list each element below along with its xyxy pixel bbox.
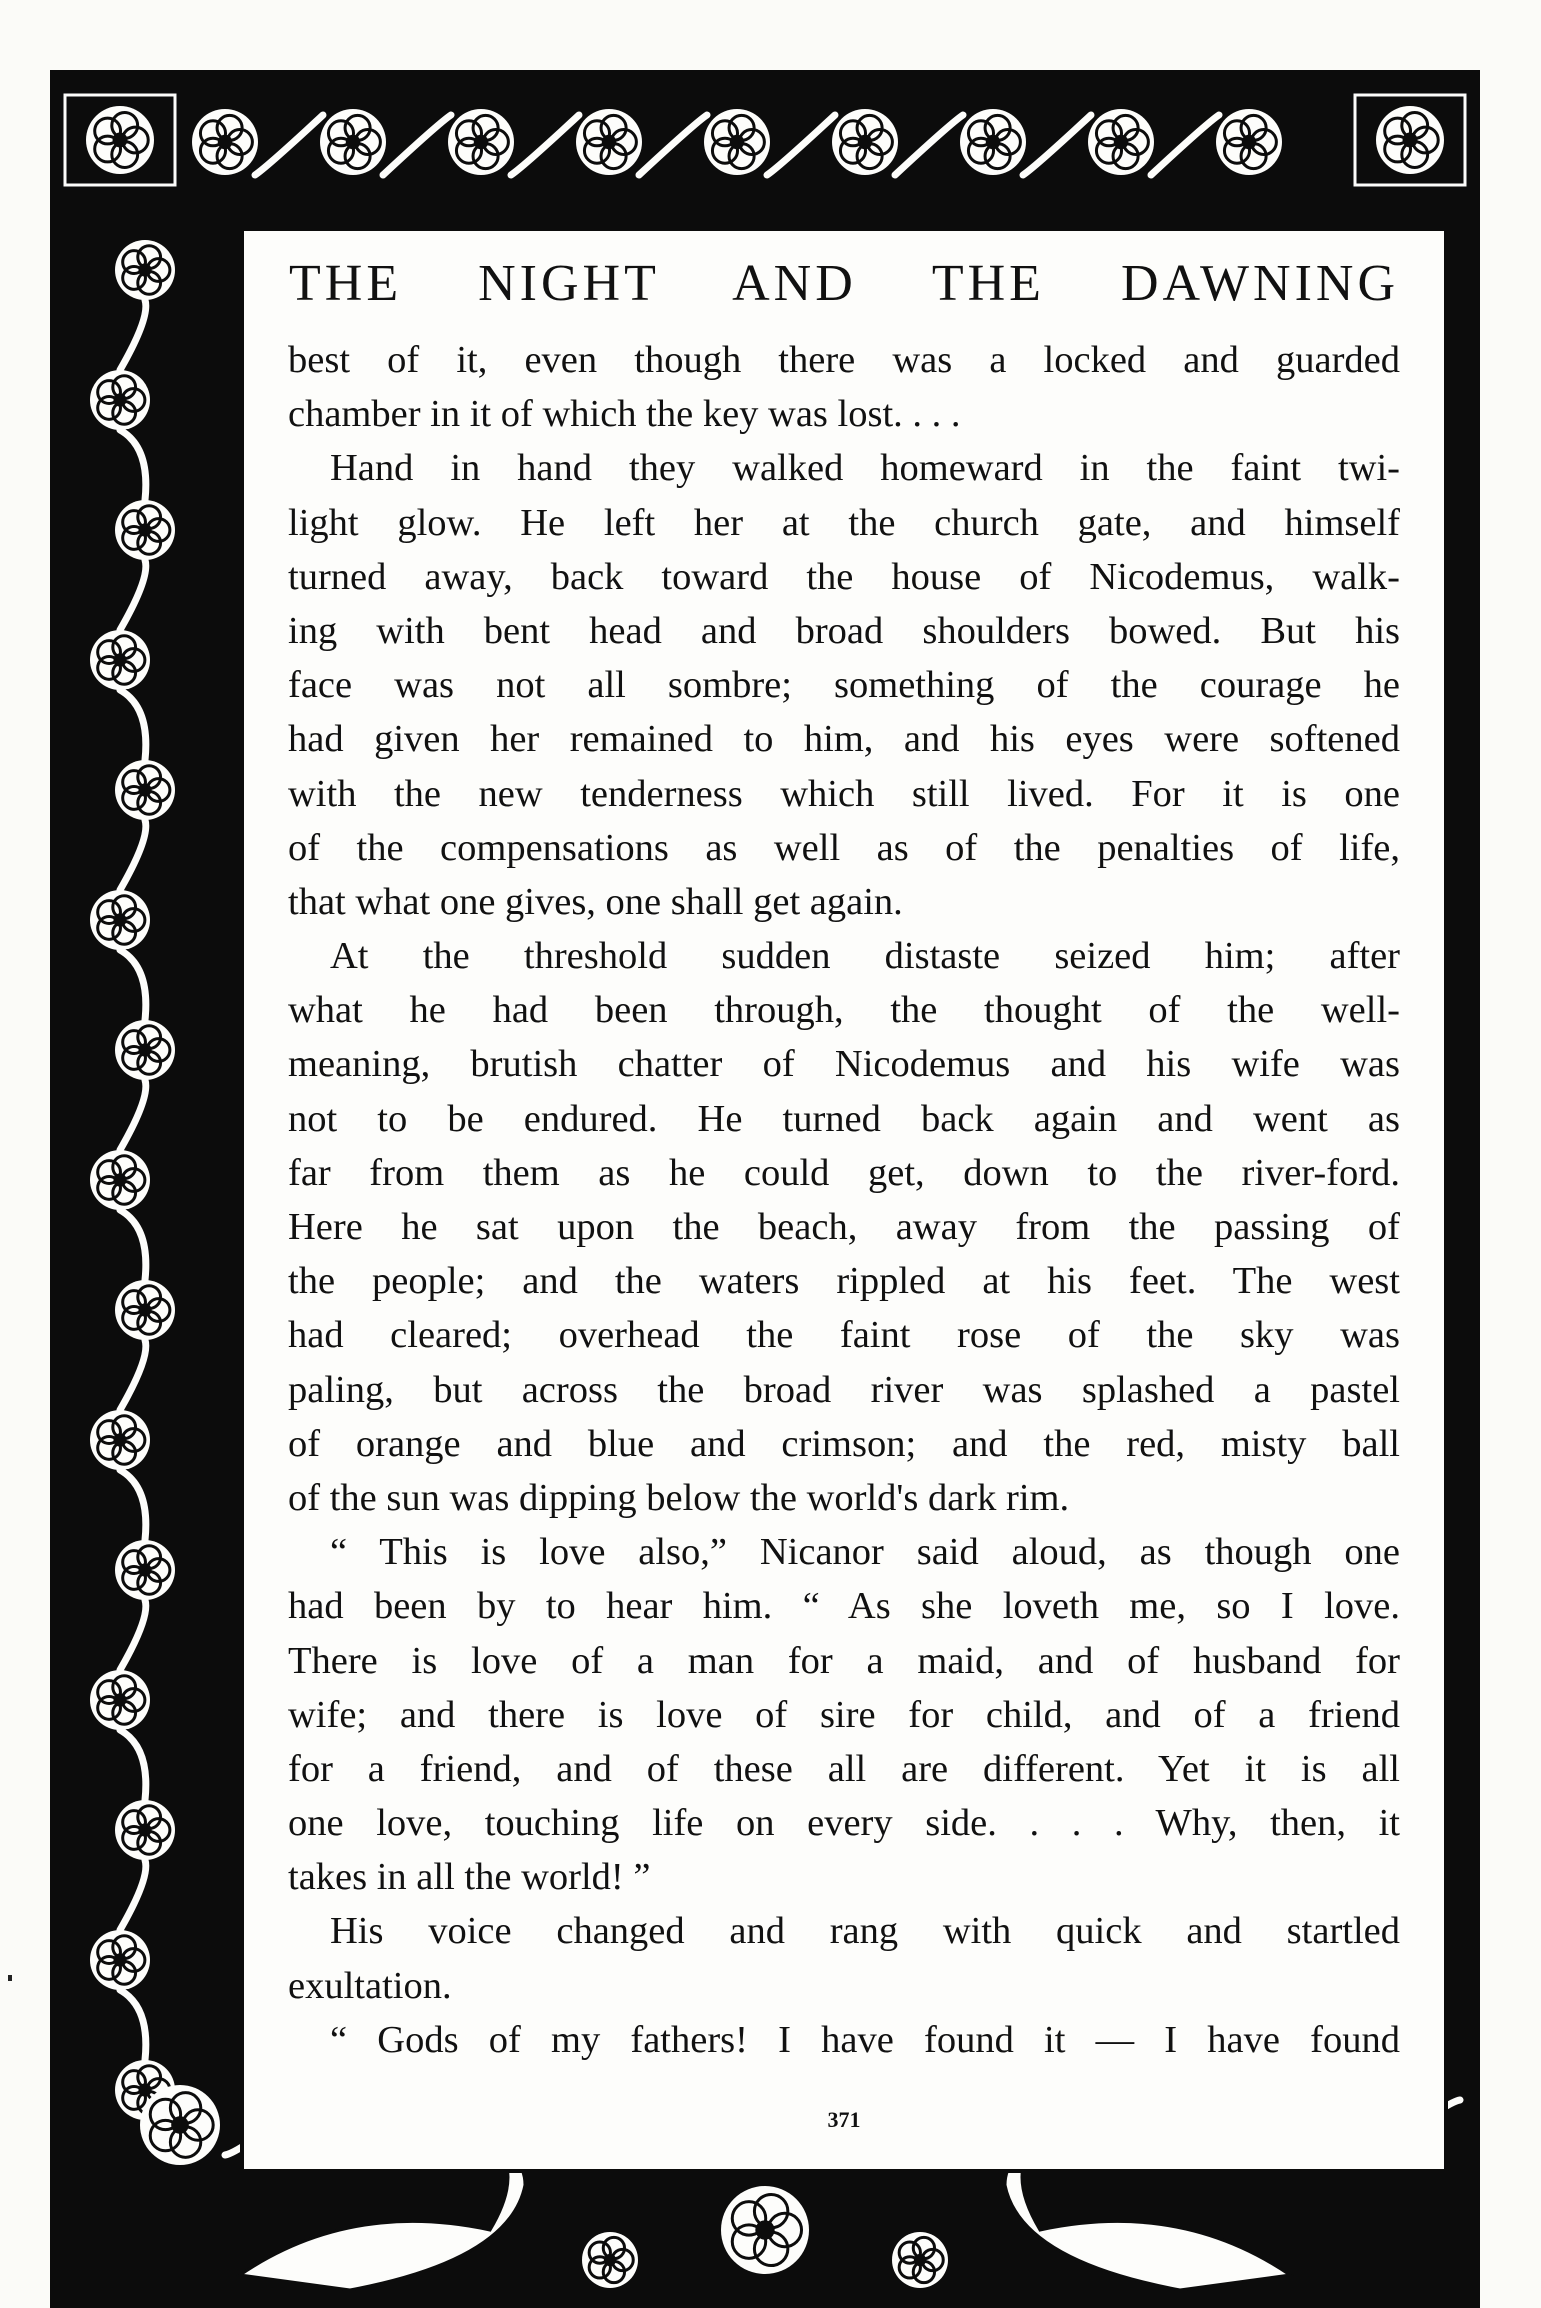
rose-icon (90, 370, 150, 430)
vine-scroll-icon (120, 820, 146, 890)
vine-scroll-icon (511, 115, 579, 175)
running-head: THE NIGHT AND THE DAWNING (289, 255, 1399, 312)
text-line: paling, but across the broad river was splashed a pastel (288, 1368, 1400, 1411)
text-line: There is love of a man for a maid, and of husband for (288, 1639, 1400, 1682)
vine-scroll-icon (120, 1080, 146, 1150)
vine-scroll-icon (383, 115, 451, 175)
rose-icon (86, 106, 154, 174)
rose-icon (140, 2085, 220, 2165)
vine-scroll-icon (120, 560, 146, 630)
rose-icon (115, 1280, 175, 1340)
vine-scroll-icon (1023, 115, 1091, 175)
text-line: face was not all sombre; something of the courage he (288, 664, 1400, 707)
text-line: had given her remained to him, and his eyes were softened (288, 718, 1400, 761)
rose-icon (1216, 109, 1282, 175)
text-line: of the compensations as well as of the penalties of life, (288, 826, 1400, 869)
rose-icon (960, 109, 1026, 175)
text-line: with the new tenderness which still lived. For it is one (288, 772, 1400, 815)
text-line: far from them as he could get, down to the river-ford. (288, 1151, 1400, 1194)
text-line: not to be endured. He turned back again and went as (288, 1097, 1400, 1140)
vine-scroll-icon (120, 300, 146, 370)
text-line: for a friend, and of these all are different. Yet it is all (288, 1747, 1400, 1790)
rose-icon (448, 109, 514, 175)
rose-icon (1088, 109, 1154, 175)
rose-icon (1376, 106, 1444, 174)
text-line: of orange and blue and crimson; and the red, misty ball (288, 1422, 1400, 1465)
rose-icon (320, 109, 386, 175)
vine-scroll-icon (120, 1210, 146, 1280)
rose-icon (90, 1670, 150, 1730)
vine-scroll-icon (255, 115, 323, 175)
rose-icon (115, 760, 175, 820)
rose-icon (704, 109, 770, 175)
vine-scroll-icon (120, 1470, 146, 1540)
text-line: had been by to hear him. “ As she loveth me, so I love. (288, 1585, 1400, 1628)
rose-icon (90, 890, 150, 950)
text-line: Hand in hand they walked homeward in the faint twi- (330, 447, 1400, 490)
text-line: of the sun was dipping below the world's dark rim. (288, 1476, 1070, 1519)
vine-scroll-icon (120, 430, 146, 500)
text-line: one love, touching life on every side. . . . Why, then, it (288, 1802, 1400, 1845)
text-line: exultation. (288, 1964, 452, 2007)
body-text (288, 333, 1400, 2067)
text-line: turned away, back toward the house of Nicodemus, walk- (288, 555, 1400, 598)
rose-icon (892, 2232, 948, 2288)
rose-icon (115, 1020, 175, 1080)
rose-icon (582, 2232, 638, 2288)
text-line: “ Gods of my fathers! I have found it — I have found (330, 2018, 1400, 2061)
rose-icon (576, 109, 642, 175)
vine-scroll-icon (120, 1600, 146, 1670)
text-line: what he had been through, the thought of the well- (288, 989, 1400, 1032)
vine-scroll-icon (1151, 115, 1219, 175)
text-line: had cleared; overhead the faint rose of the sky was (288, 1314, 1400, 1357)
rose-icon (832, 109, 898, 175)
text-line: meaning, brutish chatter of Nicodemus and his wife was (288, 1043, 1400, 1086)
text-line: the people; and the waters rippled at his feet. The west (288, 1260, 1400, 1303)
text-line: chamber in it of which the key was lost. . . . (288, 393, 961, 436)
vine-scroll-icon (895, 115, 963, 175)
text-line: best of it, even though there was a locked and guarded (288, 339, 1400, 381)
text-line: light glow. He left her at the church gate, and himself (288, 501, 1400, 544)
text-line: At the threshold sudden distaste seized him; after (330, 935, 1400, 978)
rose-icon (90, 1150, 150, 1210)
rose-icon (115, 1540, 175, 1600)
text-line: that what one gives, one shall get again. (288, 880, 903, 923)
rose-icon (90, 630, 150, 690)
vine-scroll-icon (120, 950, 146, 1020)
text-line: takes in all the world! ” (288, 1856, 651, 1899)
rose-icon (90, 1930, 150, 1990)
vine-scroll-icon (639, 115, 707, 175)
text-line: ing with bent head and broad shoulders bowed. But his (288, 609, 1400, 652)
decorative-border (50, 70, 1480, 2308)
rose-icon (721, 2186, 809, 2274)
text-panel (240, 227, 1448, 2173)
stray-ink-mark (8, 1975, 12, 1981)
text-line: Here he sat upon the beach, away from the passing of (288, 1206, 1400, 1248)
rose-icon (115, 1800, 175, 1860)
rose-icon (192, 109, 258, 175)
vine-scroll-icon (120, 690, 146, 760)
vine-scroll-icon (767, 115, 835, 175)
rose-icon (90, 1410, 150, 1470)
vine-scroll-icon (120, 1340, 146, 1410)
rose-icon (115, 500, 175, 560)
page-number: 371 (827, 2107, 861, 2132)
vine-scroll-icon (120, 1990, 146, 2060)
text-line: wife; and there is love of sire for child, and of a friend (288, 1693, 1400, 1736)
vine-scroll-icon (120, 1730, 146, 1800)
rose-icon (115, 240, 175, 300)
vine-scroll-icon (120, 1860, 146, 1930)
text-line: His voice changed and rang with quick and startled (330, 1910, 1400, 1953)
text-line: “ This is love also,” Nicanor said aloud, as though one (330, 1531, 1400, 1574)
